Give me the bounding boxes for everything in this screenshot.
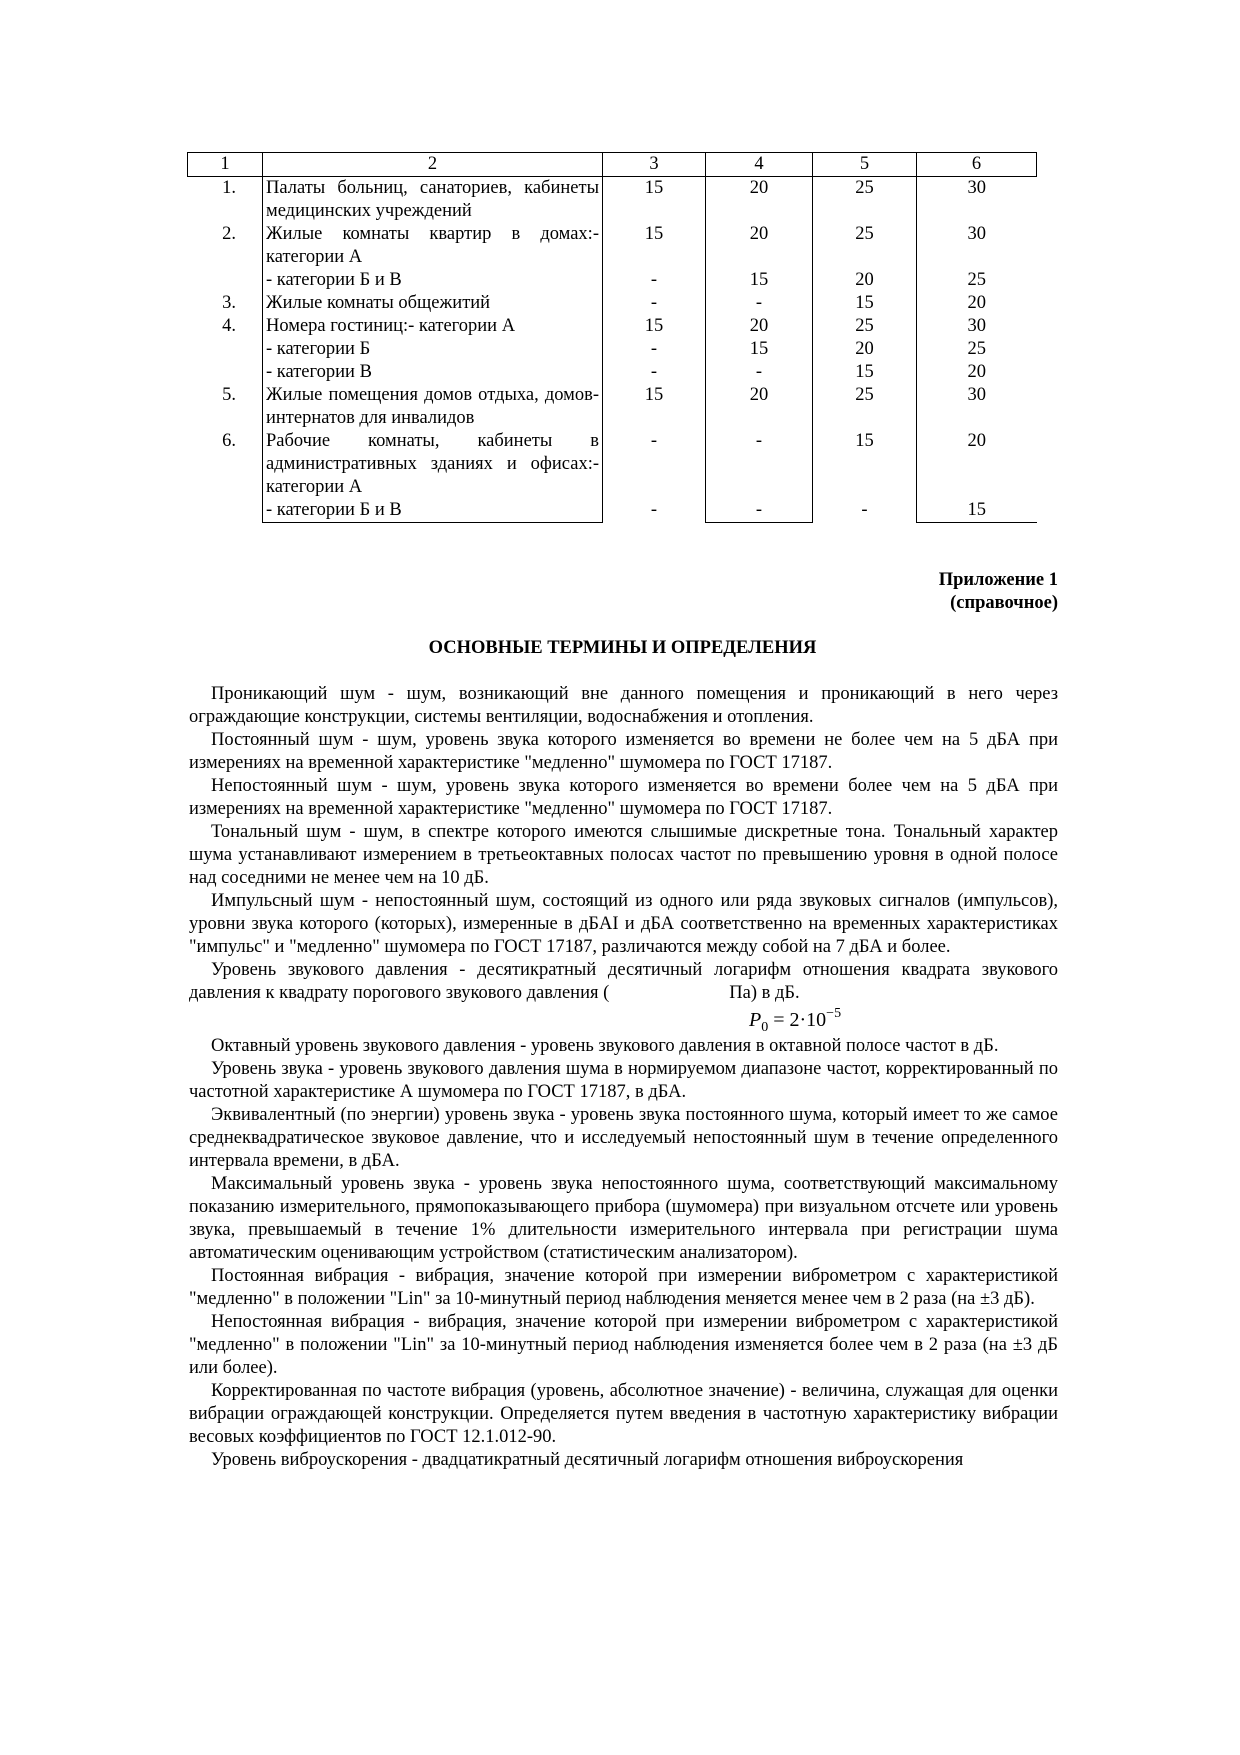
section-title: ОСНОВНЫЕ ТЕРМИНЫ И ОПРЕДЕЛЕНИЯ [428, 638, 817, 658]
value-cell: 15 [855, 362, 874, 382]
pressure-text-after: Па) в дБ. [729, 983, 800, 1003]
value-cell: 20 [917, 430, 1037, 499]
value-cell: - [706, 361, 813, 384]
definition-paragraph: Уровень звука - уровень звукового давления шума в нормируемом диапазоне частот, корректированный по частотной характеристике А шумомера по ГОСТ 17187, в дБА. [189, 1059, 1058, 1102]
definitions-body [187, 683, 1058, 1472]
definition-paragraph: Постоянная вибрация - вибрация, значение которой при измерении виброметром с характеристикой "медленно" в положении "Lin" за 10-минутный период наблюдения меняется менее чем в 2 раза (на ±3 дБ). [189, 1266, 1058, 1309]
definition-paragraph: Корректированная по частоте вибрация (уровень, абсолютное значение) - величина, служащая для оценки вибрации ограждающей конструкции. Определяется путем введения в частотную характеристику вибрации весовых коэффициентов по ГОСТ 12.1.012-90. [189, 1381, 1058, 1447]
value-cell: 15 [644, 178, 664, 198]
room-type: Рабочие комнаты, кабинеты в административных зданиях и офисах:- категории А [263, 430, 603, 499]
table-row [188, 177, 1037, 224]
value-cell: 20 [706, 223, 813, 269]
value-cell: 20 [706, 315, 813, 338]
header-cell: 4 [706, 153, 813, 177]
row-number [188, 338, 263, 361]
definition-paragraph: Уровень виброускорения - двадцатикратный десятичный логарифм отношения виброускорения [211, 1450, 964, 1470]
room-type: - категории Б [263, 338, 603, 361]
room-type: Жилые помещения домов отдыха, домов-интернатов для инвалидов [263, 384, 603, 430]
value-cell: 15 [917, 499, 1037, 523]
table-row [188, 338, 1037, 361]
formula-sub: 0 [761, 1020, 769, 1035]
table-row [188, 430, 1037, 499]
room-type: Палаты больниц, санаториев, кабинеты медицинских учреждений [263, 177, 603, 224]
row-number: 2. [222, 224, 236, 244]
value-cell: 25 [855, 385, 874, 405]
table-row [188, 361, 1037, 384]
value-cell: 15 [644, 224, 664, 244]
room-type: - категории Б и В [263, 499, 603, 523]
value-cell: 25 [917, 269, 1037, 292]
row-number [188, 361, 263, 384]
definition-paragraph: Эквивалентный (по энергии) уровень звука - уровень звука постоянного шума, который имеет то же самое среднеквадратическое звуковое давление, что и исследуемый непостоянный шум в течение определенного интервала времени, в дБА. [189, 1105, 1058, 1171]
pressure-text-before: Уровень звукового давления - десятикратный десятичный логарифм отношения квадрата звукового давления к квадрату порогового звукового давления ( [189, 960, 1058, 1003]
table-row [188, 384, 1037, 430]
appendix-type: (справочное) [950, 593, 1058, 613]
value-cell: - [861, 500, 868, 520]
row-number: 3. [222, 293, 236, 313]
row-number [188, 269, 263, 292]
value-cell: 30 [917, 223, 1037, 269]
value-cell: - [650, 362, 658, 382]
value-cell: 25 [855, 178, 874, 198]
row-number: 4. [222, 316, 236, 336]
value-cell: 30 [917, 177, 1037, 224]
value-cell: 15 [644, 385, 664, 405]
value-cell: - [650, 431, 658, 451]
appendix-number: Приложение 1 [938, 570, 1058, 590]
formula-exp: −5 [826, 1006, 842, 1021]
value-cell: 15 [706, 269, 813, 292]
appendix-label [187, 569, 1058, 615]
table-row [188, 292, 1037, 315]
value-cell: - [706, 499, 813, 523]
header-cell: 5 [813, 153, 917, 177]
value-cell: 20 [917, 292, 1037, 315]
reference-pressure-formula [189, 1005, 1058, 1035]
definition-paragraph [189, 959, 1058, 1005]
room-type: Жилые комнаты общежитий [263, 292, 603, 315]
header-cell: 1 [188, 153, 263, 177]
value-cell: - [706, 430, 813, 499]
row-number [188, 499, 263, 523]
value-cell: 30 [917, 315, 1037, 338]
value-cell: - [706, 292, 813, 315]
formula-var: P [749, 1009, 762, 1031]
table-row [188, 499, 1037, 523]
row-number: 1. [222, 178, 236, 198]
room-type: Номера гостиниц:- категории А [263, 315, 603, 338]
table-row [188, 269, 1037, 292]
value-cell: - [650, 339, 658, 359]
table-header-row [188, 153, 1037, 177]
value-cell: 15 [855, 431, 874, 451]
definition-paragraph: Импульсный шум - непостоянный шум, состоящий из одного или ряда звуковых сигналов (импульсов), уровни звука которого (которых), измеренные в дБAI и дБА соответственно на временных характеристиках "импульс" и "медленно" шумомера по ГОСТ 17187, различаются между собой на 7 дБА и более. [189, 891, 1058, 957]
row-number: 6. [222, 431, 236, 451]
definition-paragraph: Октавный уровень звукового давления - уровень звукового давления в октавной полосе частот в дБ. [211, 1036, 999, 1056]
noise-norms-table [187, 152, 1037, 523]
value-cell: 15 [644, 316, 664, 336]
value-cell: 20 [706, 384, 813, 430]
definition-paragraph: Постоянный шум - шум, уровень звука которого изменяется во времени не более чем на 5 дБА при измерениях на временной характеристике "медленно" шумомера по ГОСТ 17187. [189, 730, 1058, 773]
header-cell: 3 [603, 153, 706, 177]
header-cell: 6 [917, 153, 1037, 177]
room-type: - категории Б и В [263, 269, 603, 292]
room-type: - категории В [263, 361, 603, 384]
value-cell: 20 [855, 270, 874, 290]
formula-mid: = 2·10 [768, 1009, 827, 1031]
header-cell: 2 [263, 153, 603, 177]
definition-paragraph: Максимальный уровень звука - уровень звука непостоянного шума, соответствующий максимальному показанию измерительного, прямопоказывающего прибора (шумомера) при визуальном отсчете или уровень звука, превышаемый в течение 1% длительности измерительного интервала при регистрации шума автоматическим оценивающим устройством (статистическим анализатором). [189, 1174, 1058, 1263]
value-cell: 15 [855, 293, 874, 313]
value-cell: 20 [706, 177, 813, 224]
value-cell: 25 [855, 316, 874, 336]
table-row [188, 315, 1037, 338]
row-number: 5. [222, 385, 236, 405]
value-cell: 30 [917, 384, 1037, 430]
definition-paragraph: Непостоянный шум - шум, уровень звука которого изменяется во времени более чем на 5 дБА при измерениях на временной характеристике "медленно" шумомера по ГОСТ 17187. [189, 776, 1058, 819]
value-cell: - [650, 293, 658, 313]
definition-paragraph: Проникающий шум - шум, возникающий вне данного помещения и проникающий в него через ограждающие конструкции, системы вентиляции, водоснабжения и отопления. [189, 684, 1058, 727]
value-cell: 20 [917, 361, 1037, 384]
value-cell: 15 [706, 338, 813, 361]
definition-paragraph: Тональный шум - шум, в спектре которого имеются слышимые дискретные тона. Тональный характер шума устанавливают измерением в третьеоктавных полосах частот по превышению уровня в одной полосе над соседними не менее чем на 10 дБ. [189, 822, 1058, 888]
value-cell: - [650, 500, 658, 520]
value-cell: 20 [855, 339, 874, 359]
definition-paragraph: Непостоянная вибрация - вибрация, значение которой при измерении виброметром с характеристикой "медленно" в положении "Lin" за 10-минутный период наблюдения изменяется более чем в 2 раза (на ±3 дБ или более). [189, 1312, 1058, 1378]
page-content [187, 152, 1058, 1472]
value-cell: - [650, 270, 658, 290]
value-cell: 25 [917, 338, 1037, 361]
table-row [188, 223, 1037, 269]
value-cell: 25 [855, 224, 874, 244]
room-type: Жилые комнаты квартир в домах:- категории А [263, 223, 603, 269]
